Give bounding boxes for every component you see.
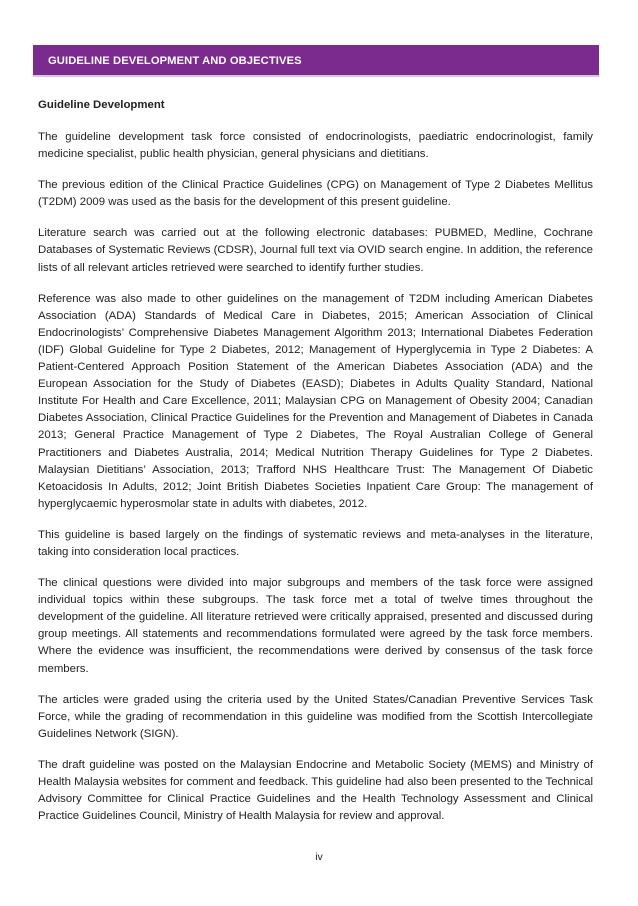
paragraph-clinical-questions: The clinical questions were divided into major subgroups and members of the task force were assigned individual topics within these subgroups. The task force met a total of twelve times throughout the development of the guideline. All literature retrieved were critically appraised, presented and discussed during group meetings. All statements and recommendations formulated were agreed by the task force members. Where the evidence was insufficient, the recommendations were derived by consensus of the task force members. [38, 577, 593, 675]
document-body [38, 95, 593, 839]
paragraph-task-force: The guideline development task force consisted of endocrinologists, paediatric endocrinologist, family medicine specialist, public health physician, general physicians and dietitians. [38, 131, 593, 161]
paragraph-draft-review: The draft guideline was posted on the Malaysian Endocrine and Metabolic Society (MEMS) and Ministry of Health Malaysia websites for comment and feedback. This guideline had also been presented to the Technical Advisory Committee for Clinical Practice Guidelines and the Health Technology Assessment and Clinical Practice Guidelines Council, Ministry of Health Malaysia for review and approval. [38, 758, 593, 823]
page-number: iv [315, 851, 323, 863]
paragraph-literature-search: Literature search was carried out at the following electronic databases: PUBMED, Medline, Cochrane Databases of Systematic Reviews (CDSR), Journal full text via OVID search engine. In addition, the reference lists of all relevant articles retrieved were searched to identify further studies. [38, 227, 593, 274]
section-header-bar [33, 45, 599, 77]
paragraph-previous-edition: The previous edition of the Clinical Practice Guidelines (CPG) on Management of Type 2 Diabetes Mellitus (T2DM) 2009 was used as the basis for the development of this present guideline. [38, 179, 593, 209]
subheading-guideline-development: Guideline Development [38, 99, 165, 111]
paragraph-reference-guidelines: Reference was also made to other guidelines on the management of T2DM including American Diabetes Association (ADA) Standards of Medical Care in Diabetes, 2015; American Association of Clinical Endocrinologists’ Comprehensive Diabetes Management Algorithm 2013; International Diabetes Federation (IDF) Global Guideline for Type 2 Diabetes, 2012; Management of Hyperglycemia in Type 2 Diabetes: A Patient-Centered Approach Position Statement of the American Diabetes Association (ADA) and the European Association for the Study of Diabetes (EASD); Diabetes in Adults Quality Standard, National Institute For Health and Care Excellence, 2011; Malaysian CPG on Management of Obesity 2004; Canadian Diabetes Association, Clinical Practice Guidelines for the Prevention and Management of Diabetes in Canada 2013; General Practice Management of Type 2 Diabetes, The Royal Australian College of General Practitioners and Diabetes Australia, 2014; Medical Nutrition Therapy Guidelines for Type 2 Diabetes. Malaysian Dietitians’ Association, 2013; Trafford NHS Healthcare Trust: The Management Of Diabetic Ketoacidosis In Adults, 2012; Joint British Diabetes Societies Inpatient Care Group: The management of hyperglycaemic hyperosmolar state in adults with diabetes, 2012. [38, 292, 593, 510]
paragraph-systematic-reviews: This guideline is based largely on the findings of systematic reviews and meta-analyses in the literature, taking into consideration local practices. [38, 528, 593, 558]
section-header-title: GUIDELINE DEVELOPMENT AND OBJECTIVES [48, 55, 302, 67]
paragraph-grading: The articles were graded using the criteria used by the United States/Canadian Preventive Services Task Force, while the grading of recommendation in this guideline was modified from the Scottish Intercollegiate Guidelines Network (SIGN). [38, 693, 593, 740]
